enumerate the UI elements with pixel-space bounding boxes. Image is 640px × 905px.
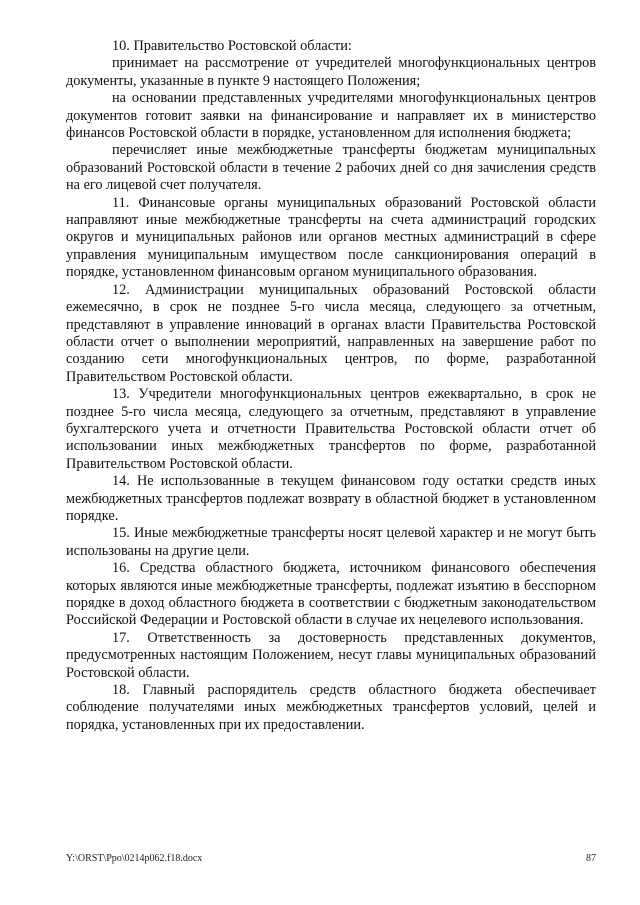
paragraph-16: 16. Средства областного бюджета, источником финансового обеспечения которых являются иные межбюджетные трансферты, подлежат изъятию в бесспорном порядке в доход областного бюджета в соответствии с бюджетным законодательством Российской Федерации и Ростовской области в случае их нецелевого использования. bbox=[66, 560, 596, 629]
paragraph-10-item-2: на основании представленных учредителями многофункциональных центров документов готовит заявки на финансирование и направляет их в министерство финансов Ростовской области в порядке, установленном для исполнения бюджета; bbox=[66, 90, 596, 142]
paragraph-10-item-3: перечисляет иные межбюджетные трансферты бюджетам муниципальных образований Ростовской области в течение 2 рабочих дней со дня зачисления средств на его лицевой счет получателя. bbox=[66, 142, 596, 194]
paragraph-14: 14. Не использованные в текущем финансовом году остатки средств иных межбюджетных трансфертов подлежат возврату в областной бюджет в установленном порядке. bbox=[66, 473, 596, 524]
paragraph-11: 11. Финансовые органы муниципальных образований Ростовской области направляют иные межбюджетные трансферты на счета администраций городских округов и муниципальных районов или органов местных администраций в сфере управления муниципальным имуществом после санкционирования операций в порядке, установленном финансовым органом муниципального образования. bbox=[66, 194, 596, 281]
footer-file-path: Y:\ORST\Ppo\0214p062.f18.docx bbox=[66, 853, 203, 864]
paragraph-10-heading: 10. Правительство Ростовской области: bbox=[112, 38, 352, 54]
paragraph-15: 15. Иные межбюджетные трансферты носят целевой характер и не могут быть использованы на другие цели. bbox=[66, 525, 596, 559]
paragraph-12: 12. Администрации муниципальных образований Ростовской области ежемесячно, в срок не позднее 5-го числа месяца, следующего за отчетным, представляют в управление инноваций в органах власти Правительства Ростовской области отчет о выполнении мероприятий, направленных на завершение работ по созданию сети многофункциональных центров, по форме, разработанной Правительством Ростовской области. bbox=[66, 281, 596, 385]
page-number: 87 bbox=[586, 853, 596, 864]
paragraph-13: 13. Учредители многофункциональных центров ежеквартально, в срок не позднее 5-го числа месяца, следующего за отчетным, представляют в управление бухгалтерского учета и отчетности Правительства Ростовской области отчет об использовании иных межбюджетных трансфертов по форме, разработанной Правительством Ростовской области. bbox=[66, 386, 596, 472]
paragraph-17: 17. Ответственность за достоверность представленных документов, предусмотренных настоящим Положением, несут главы муниципальных образований Ростовской области. bbox=[66, 629, 596, 681]
paragraph-18: 18. Главный распорядитель средств областного бюджета обеспечивает соблюдение получателями иных межбюджетных трансфертов условий, целей и порядка, установленных при их предоставлении. bbox=[66, 682, 596, 733]
document-body bbox=[66, 38, 596, 734]
paragraph-10-item-1: принимает на рассмотрение от учредителей многофункциональных центров документы, указанные в пункте 9 настоящего Положения; bbox=[66, 55, 596, 89]
